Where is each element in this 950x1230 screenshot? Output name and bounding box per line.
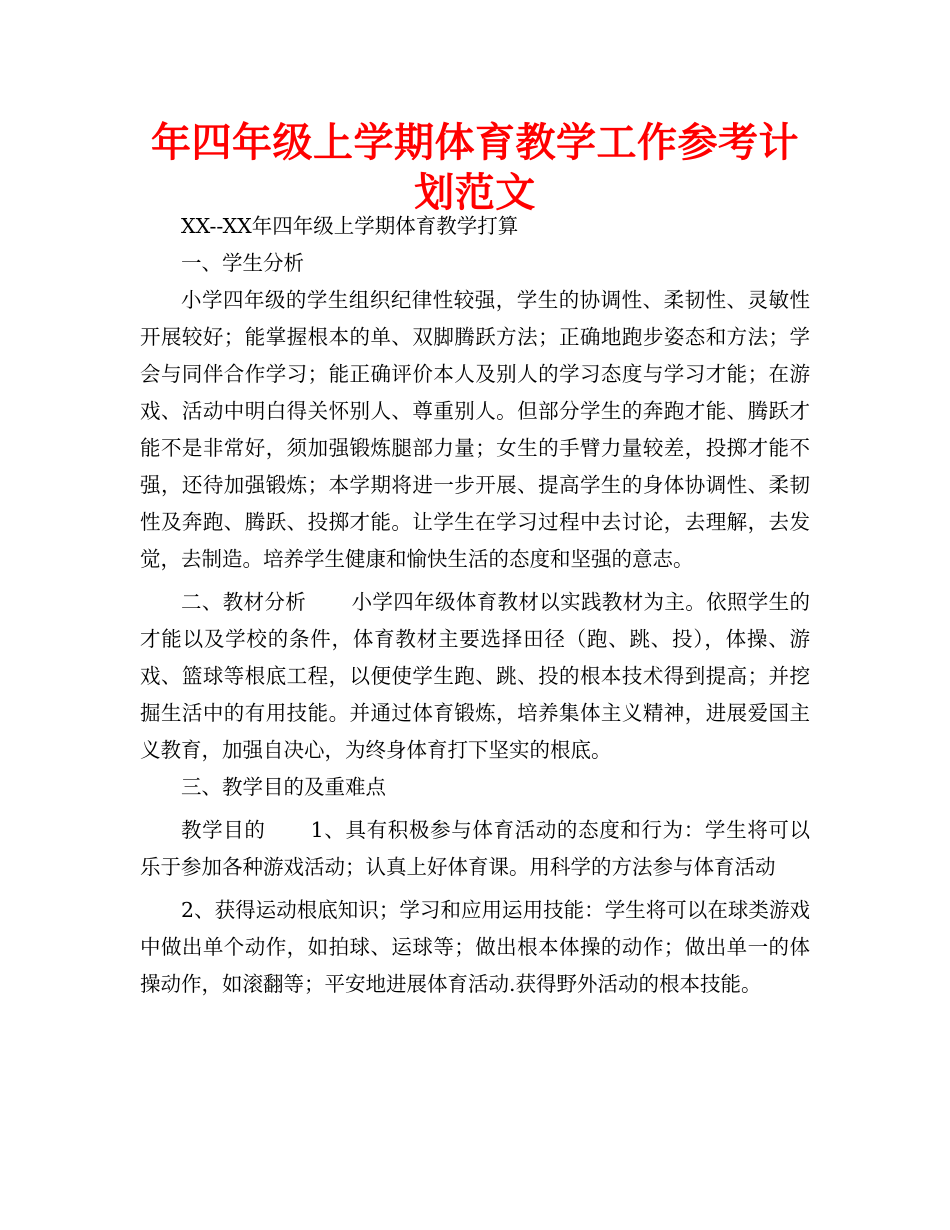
material-analysis-text: 小学四年级体育教材以实践教材为主。依照学生的才能以及学校的条件，体育教材主要选择田径（跑、跳、投），体操、游戏、篮球等根底工程，以便使学生跑、跳、投的根本技术得到提高；并挖掘生活中的有用技能。并通过体育锻炼，培养集体主义精神，进展爱国主义教育，加强自决心，为终身体育打下坚实的根底。 — [140, 590, 811, 762]
paragraph-student-analysis: 小学四年级的学生组织纪律性较强，学生的协调性、柔韧性、灵敏性开展较好；能掌握根本的单、双脚腾跃方法；正确地跑步姿态和方法；学会与同伴合作学习；能正确评价本人及别人的学习态度与学习才能；在游戏、活动中明白得关怀别人、尊重别人。但部分学生的奔跑才能、腾跃才能不是非常好，须加强锻炼腿部力量；女生的手臂力量较差，投掷才能不强，还待加强锻炼；本学期将进一步开展、提高学生的身体协调性、柔韧性及奔跑、腾跃、投掷才能。让学生在学习过程中去讨论，去理解，去发觉，去制造。培养学生健康和愉快生活的态度和坚强的意志。 — [140, 288, 810, 571]
section-heading-student-analysis: 一、学生分析 — [181, 251, 304, 275]
paragraph-material-analysis — [140, 584, 810, 769]
section-heading-material-analysis: 二、教材分析 — [181, 590, 307, 614]
paragraph-goal-1 — [140, 812, 810, 886]
section-heading-goals: 三、教学目的及重难点 — [181, 775, 386, 799]
document-title: 年四年级上学期体育教学工作参考计划范文 — [151, 120, 799, 216]
goal-1-text: 1、具有积极参与体育活动的态度和行为：学生将可以乐于参加各种游戏活动；认真上好体育课。用科学的方法参与体育活动 — [140, 818, 811, 879]
plan-subtitle: XX--XX年四年级上学期体育教学打算 — [181, 214, 519, 238]
goal-label: 教学目的 — [181, 818, 266, 842]
document-body — [140, 208, 810, 1003]
paragraph-goal-2: 2、获得运动根底知识；学习和应用运用技能：学生将可以在球类游戏中做出单个动作，如拍球、运球等；做出根本体操的动作；做出单一的体操动作，如滚翻等；平安地进展体育活动.获得野外活动的根本技能。 — [140, 898, 810, 996]
